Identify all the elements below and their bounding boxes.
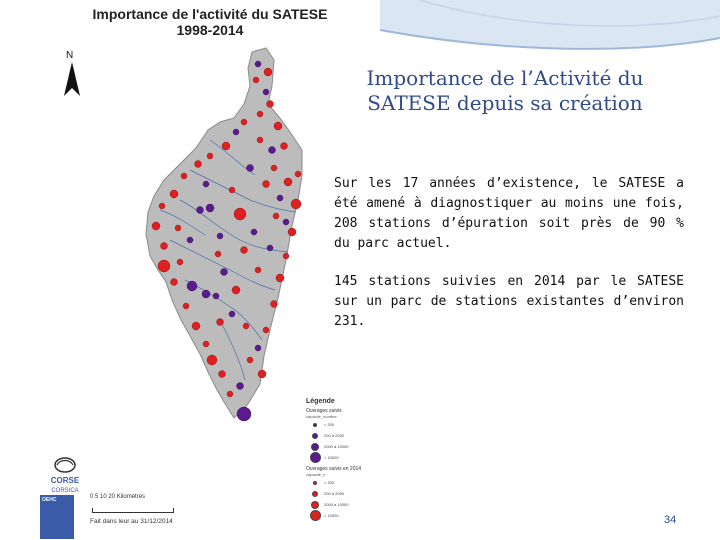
- legend-label: 2000 à 10000: [324, 444, 349, 449]
- legend-section1: Ouvrages suivis: [306, 408, 342, 414]
- legend-row: [306, 441, 396, 452]
- island-shape: [146, 48, 302, 418]
- legend-title: Légende: [306, 398, 335, 405]
- legend-red-dot-s: [312, 491, 318, 497]
- legend-label: 200 à 2000: [324, 491, 345, 496]
- legend-row: [306, 477, 396, 488]
- map-legend: [306, 398, 396, 521]
- page-number: 34: [664, 514, 677, 526]
- legend-label: < 200: [324, 480, 335, 485]
- legend-red-dot-xs: [313, 481, 317, 485]
- legend-row: [306, 499, 396, 510]
- legend-section1-sub: capacité_nombre: [306, 414, 337, 419]
- legend-label: < 200: [324, 422, 335, 427]
- legend-label: 2000 à 10000: [324, 502, 349, 507]
- legend-label: 200 à 2000: [324, 433, 345, 438]
- logo-corse-text: CORSE: [50, 476, 80, 485]
- oehc-logo-text: OEHC: [42, 497, 57, 503]
- legend-purple-dot-xs: [313, 423, 317, 427]
- legend-row: [306, 510, 396, 521]
- legend-row: [306, 419, 396, 430]
- legend-label: > 10000: [324, 513, 339, 518]
- north-label: N: [66, 50, 74, 61]
- map-panel: [40, 0, 380, 540]
- slide-heading: Importance de l’Activité du SATESE depuis sa création: [366, 66, 644, 115]
- legend-label: > 10000: [324, 455, 339, 460]
- map-date: Fait dans leur au 31/12/2014: [90, 518, 173, 525]
- legend-row: [306, 452, 396, 463]
- corse-logo-icon: [40, 455, 90, 495]
- legend-row: [306, 430, 396, 441]
- legend-red-dot-l: [310, 510, 321, 521]
- legend-row: [306, 488, 396, 499]
- paragraph-1: Sur les 17 années d’existence, le SATESE a été amené à diagnostiquer au moins une fois, 208 stations d’épuration soit près de 90 % du parc actuel.: [334, 176, 684, 251]
- legend-purple-dot-l: [310, 452, 321, 463]
- legend-section2-sub: capacité_n: [306, 472, 326, 477]
- scale-bar: [92, 508, 174, 513]
- map-title-line1: Importance de l'activité du SATESE: [92, 6, 328, 22]
- header-swoosh: [380, 0, 720, 60]
- paragraph-2: 145 stations suivies en 2014 par le SATESE sur un parc de stations existantes d’environ 231.: [334, 274, 684, 329]
- logo-corsica-text: CORSICA: [51, 488, 79, 494]
- legend-purple-dot-s: [312, 433, 318, 439]
- map-title-line2: 1998-2014: [176, 22, 244, 38]
- scale-label: 0 5 10 20 Kilomètres: [90, 494, 146, 500]
- legend-section2: Ouvrages suivis en 2014: [306, 466, 362, 472]
- legend-red-dot-m: [311, 501, 319, 509]
- slide-body: [334, 174, 684, 350]
- legend-purple-dot-m: [311, 443, 319, 451]
